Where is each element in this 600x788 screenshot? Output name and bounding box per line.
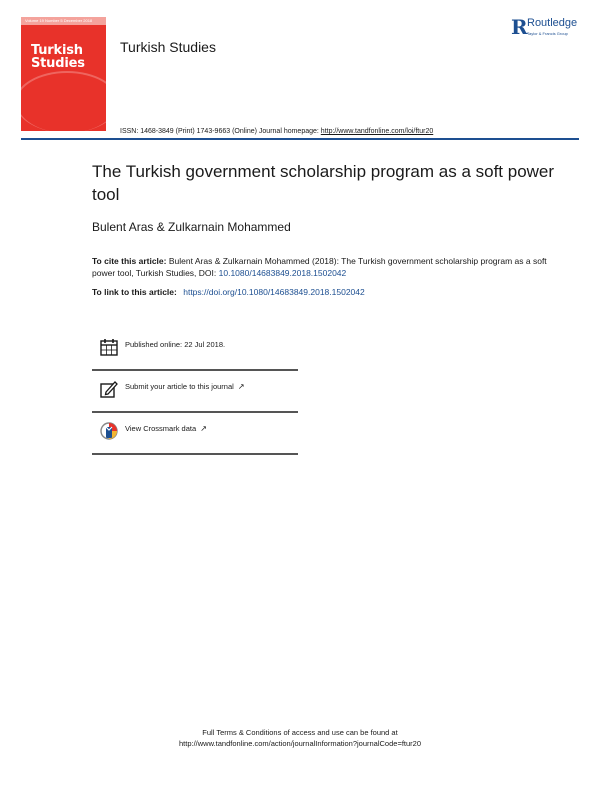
footer-terms [0, 727, 600, 749]
cover-band [21, 17, 106, 25]
published-date: Published online: 22 Jul 2018. [125, 340, 226, 349]
external-link-icon: ↗ [237, 382, 245, 391]
journal-name[interactable]: Turkish Studies [120, 39, 216, 55]
edit-icon [100, 380, 118, 398]
cover-title-line2: Studies [31, 56, 85, 71]
submit-article-label: Submit your article to this journal [125, 382, 234, 391]
routledge-logo-name: Routledge [527, 17, 578, 29]
routledge-r-icon: R [511, 15, 528, 39]
routledge-logo-tagline: Taylor & Francis Group [527, 31, 568, 36]
journal-cover [21, 17, 106, 131]
crossmark-row[interactable] [92, 413, 298, 455]
footer-line1: Full Terms & Conditions of access and use can be found at [202, 728, 398, 737]
crossmark-label: View Crossmark data [125, 424, 197, 433]
cover-title [31, 44, 103, 70]
routledge-logo[interactable] [511, 16, 591, 40]
calendar-icon [100, 338, 118, 356]
external-link-icon: ↗ [200, 424, 207, 433]
submit-article-link[interactable] [125, 382, 245, 391]
article-doi-link[interactable]: https://doi.org/10.1080/14683849.2018.1502042 [183, 287, 365, 297]
cover-swirl [15, 71, 119, 133]
crossmark-icon [100, 422, 118, 440]
article-link-line [92, 287, 365, 297]
article-authors: Bulent Aras & Zulkarnain Mohammed [92, 220, 291, 234]
issn-line [120, 128, 433, 135]
article-actions [92, 329, 298, 455]
citation-text: Bulent Aras & Zulkarnain Mohammed (2018): The Turkish government scholarship program as a soft power tool, Turkish Studies, DOI: [92, 256, 547, 278]
cover-band-text: Volume 19 Number 5 December 2018 [25, 18, 93, 23]
article-title: The Turkish government scholarship program as a soft power tool [92, 162, 555, 204]
link-label: To link to this article: [92, 287, 177, 297]
crossmark-link[interactable] [125, 424, 207, 433]
footer-url-link[interactable]: http://www.tandfonline.com/action/journalInformation?journalCode=ftur20 [178, 739, 422, 748]
citation-block [92, 256, 562, 279]
citation-doi-link[interactable]: 10.1080/14683849.2018.1502042 [218, 267, 347, 278]
published-row [92, 329, 298, 371]
cover-title-line1: Turkish [31, 43, 83, 58]
issn-text: ISSN: 1468-3849 (Print) 1743-9663 (Online) Journal homepage: [120, 128, 319, 135]
citation-label: To cite this article: [92, 256, 167, 266]
submit-article-row[interactable] [92, 371, 298, 413]
header-divider [21, 138, 579, 140]
journal-homepage-link[interactable]: http://www.tandfonline.com/loi/ftur20 [320, 128, 434, 135]
